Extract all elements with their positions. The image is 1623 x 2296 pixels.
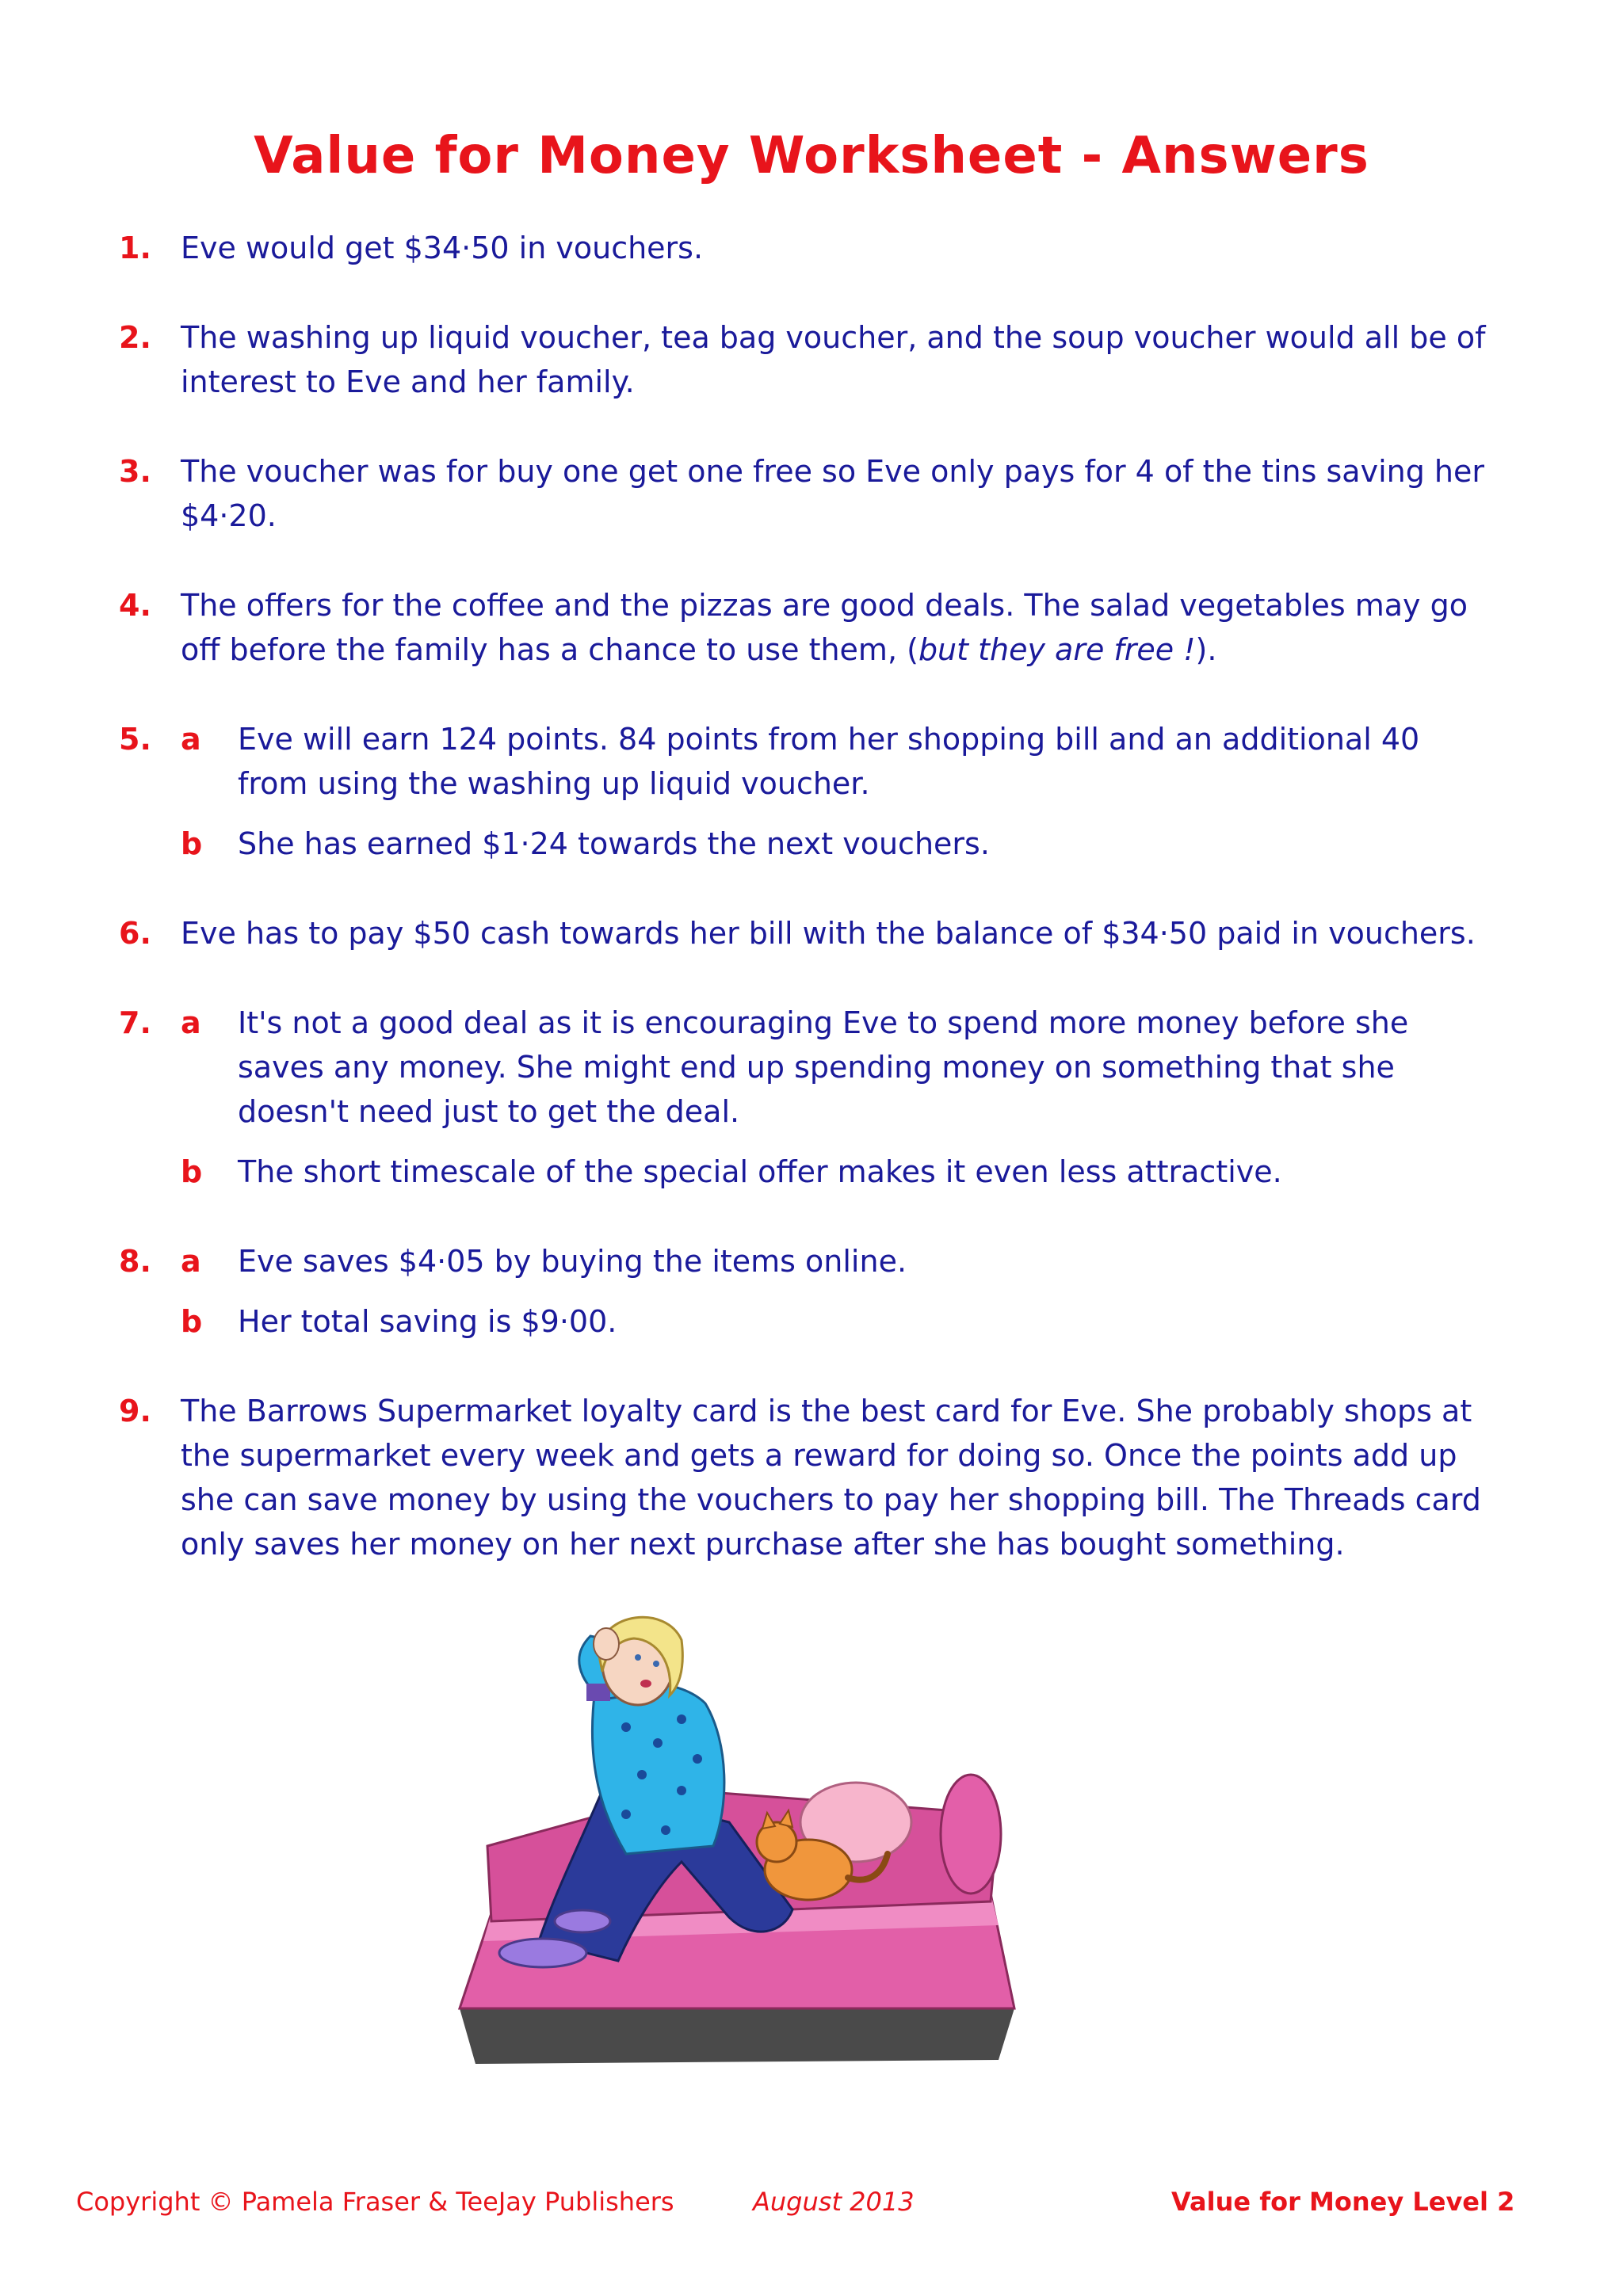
sweater [592, 1683, 724, 1854]
answer-number: 1. [119, 231, 151, 265]
answer-number: 7. [119, 1005, 151, 1040]
answer-part-b [181, 1299, 1498, 1344]
part-text: Eve saves $4·05 by buying the items online. [238, 1244, 907, 1279]
answer-number: 8. [119, 1244, 151, 1279]
part-text: The short timescale of the special offer makes it even less attractive. [238, 1154, 1282, 1189]
part-letter: b [181, 1304, 203, 1339]
footer-copyright: Copyright © Pamela Fraser & TeeJay Publishers [76, 2187, 674, 2217]
answer-5 [119, 717, 1498, 866]
answer-text: Eve has to pay $50 cash towards her bill with the balance of $34·50 paid in vouchers. [181, 916, 1476, 951]
answer-text: Eve would get $34·50 in vouchers. [181, 231, 704, 265]
part-letter: a [181, 722, 201, 757]
answer-number: 5. [119, 722, 151, 757]
part-letter: a [181, 1244, 201, 1279]
answer-number: 3. [119, 454, 151, 489]
answer-part-a [181, 1239, 1498, 1283]
answer-text-italic: but they are free ! [918, 632, 1196, 667]
answer-part-a [181, 1001, 1498, 1134]
shoe-left [499, 1939, 586, 1967]
sofa-bolster [941, 1775, 1001, 1894]
footer-date: August 2013 [753, 2187, 915, 2217]
hand [594, 1628, 619, 1660]
answer-part-b [181, 1150, 1498, 1194]
answer-1 [119, 226, 1498, 270]
answer-part-a [181, 717, 1498, 806]
part-text: She has earned $1·24 towards the next vouchers. [238, 826, 990, 861]
answer-part-b [181, 822, 1498, 866]
page-title: Value for Money Worksheet - Answers [254, 127, 1369, 185]
answer-text: The voucher was for buy one get one free so Eve only pays for 4 of the tins saving her $4·20. [181, 454, 1485, 533]
part-text: Eve will earn 124 points. 84 points from her shopping bill and an additional 40 from using the washing up liquid voucher. [238, 722, 1420, 801]
answer-9 [119, 1389, 1498, 1566]
part-letter: a [181, 1005, 201, 1040]
shoe-right [555, 1910, 610, 1932]
woman-on-sofa-illustration [444, 1608, 1046, 2084]
sofa-base [460, 2008, 1014, 2064]
answer-number: 6. [119, 916, 151, 951]
answer-4 [119, 583, 1498, 672]
answer-number: 4. [119, 588, 151, 623]
answer-6 [119, 911, 1498, 955]
part-text: Her total saving is $9·00. [238, 1304, 617, 1339]
answer-text-end: ). [1195, 632, 1217, 667]
part-letter: b [181, 1154, 203, 1189]
answer-number: 2. [119, 320, 151, 355]
footer-level: Value for Money Level 2 [1171, 2187, 1515, 2217]
answer-text: The Barrows Supermarket loyalty card is the best card for Eve. She probably shops at the supermarket every week and gets a reward for doing so. Once the points add up she can save money by using the vouchers to pay her shopping bill. The Threads card only saves her money on her next purchase after she has bought something. [181, 1394, 1481, 1562]
eye [635, 1654, 641, 1661]
answer-7 [119, 1001, 1498, 1194]
eye [653, 1661, 659, 1667]
answers-list [119, 226, 1498, 1611]
part-letter: b [181, 826, 203, 861]
answer-text: The washing up liquid voucher, tea bag voucher, and the soup voucher would all be of interest to Eve and her family. [181, 320, 1486, 399]
answer-text-main: The offers for the coffee and the pizzas are good deals. The salad vegetables may go off before the family has a chance to use them, ( [181, 588, 1468, 667]
part-text: It's not a good deal as it is encouraging Eve to spend more money before she saves any money. She might end up spending money on something that she doesn't need just to get the deal. [238, 1005, 1409, 1129]
answer-number: 9. [119, 1394, 151, 1428]
answer-8 [119, 1239, 1498, 1344]
answer-3 [119, 449, 1498, 538]
mouth [640, 1680, 651, 1688]
answer-2 [119, 315, 1498, 404]
answer-text [181, 583, 1498, 672]
